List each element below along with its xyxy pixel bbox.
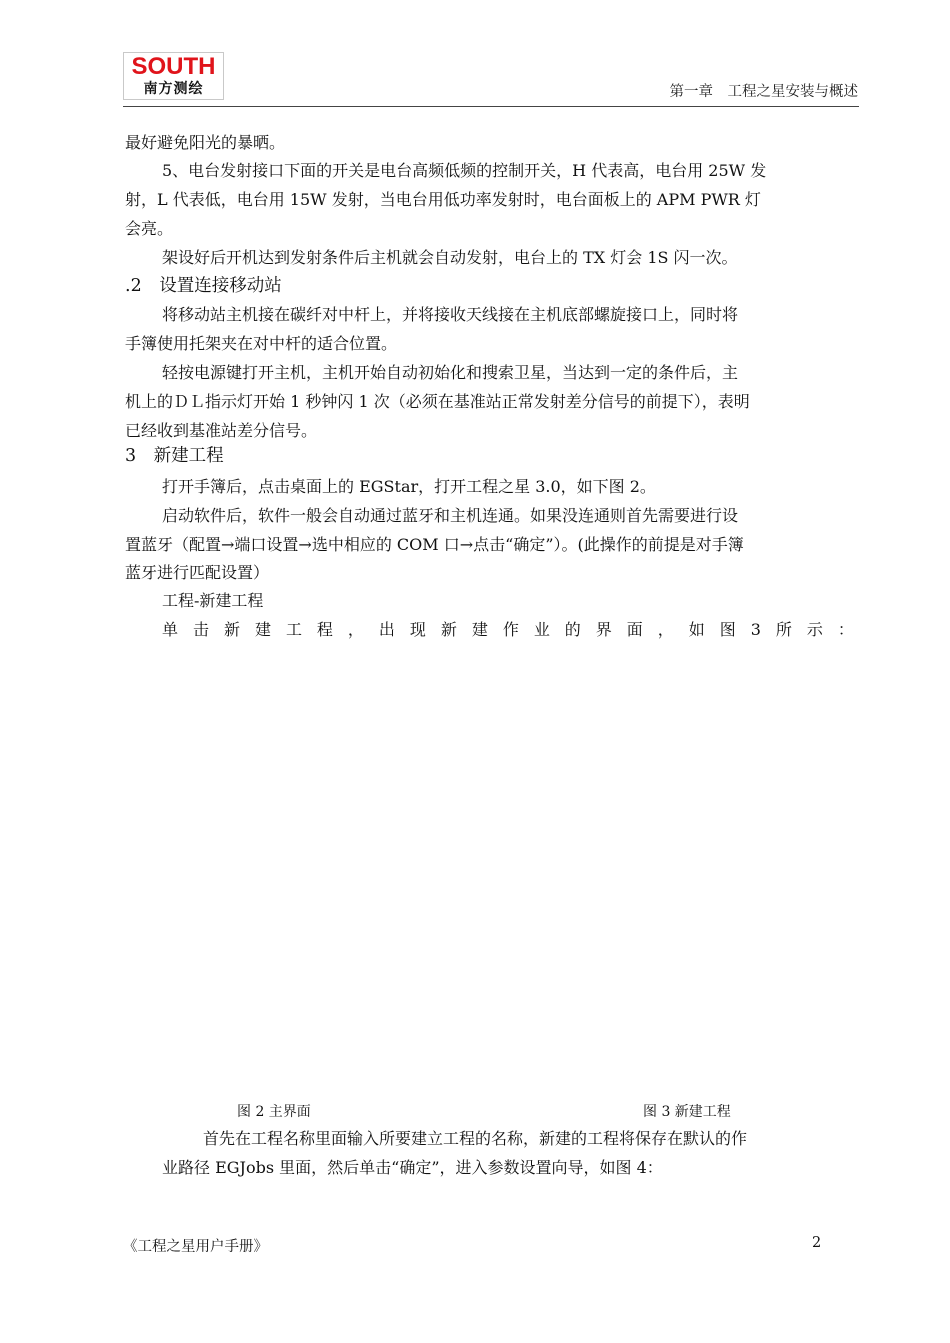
paragraph-line: 手簿使用托架夹在对中杆的适合位置。 [125,334,398,353]
paragraph-line: 轻按电源键打开主机，主机开始自动初始化和搜索卫星，当达到一定的条件后，主 [162,363,739,382]
header-divider [123,106,859,107]
paragraph-line: 射，L 代表低，电台用 15W 发射，当电台用低功率发射时，电台面板上的 APM PWR 灯 [125,190,761,209]
paragraph-line-justified: 单 击 新 建 工 程 ， 出 现 新 建 作 业 的 界 面 ， 如 图 3 所 示 ： [162,620,854,639]
section-heading: 3 新建工程 [125,446,224,466]
logo-subtext: 南方测绘 [143,81,204,97]
south-logo [123,52,224,100]
paragraph-line: 架设好后开机达到发射条件后主机就会自动发射，电台上的 TX 灯会 1S 闪一次。 [162,248,738,267]
paragraph-line: 置蓝牙（配置→端口设置→选中相应的 COM 口→点击“确定”）。(此操作的前提是对手簿 [125,535,744,554]
paragraph-line: 5、电台发射接口下面的开关是电台高频低频的控制开关，H 代表高，电台用 25W 发 [162,161,767,180]
logo-text: SOUTH [131,53,216,80]
paragraph-line: 最好避免阳光的暴晒。 [125,133,286,152]
paragraph-line: 会亮。 [125,219,174,238]
paragraph-line: 机上的ＤＬ指示灯开始 1 秒钟闪 1 次（必须在基准站正常发射差分信号的前提下），表明 [125,392,750,411]
paragraph-line: 工程-新建工程 [162,591,264,610]
paragraph-line: 将移动站主机接在碳纤对中杆上，并将接收天线接在主机底部螺旋接口上，同时将 [162,305,739,324]
figure-caption: 图 3 新建工程 [643,1104,731,1120]
chapter-title: 第一章 工程之星安装与概述 [669,84,858,100]
paragraph-line: 启动软件后，软件一般会自动通过蓝牙和主机连通。如果没连通则首先需要进行设 [162,506,739,525]
footer-manual-title: 《工程之星用户手册》 [123,1239,268,1255]
paragraph-line: 业路径 EGJobs 里面，然后单击“确定”，进入参数设置向导，如图 4： [162,1158,663,1177]
paragraph-line: 打开手簿后，点击桌面上的 EGStar，打开工程之星 3.0，如下图 2。 [162,477,656,496]
paragraph-line: 首先在工程名称里面输入所要建立工程的名称，新建的工程将保存在默认的作 [203,1129,748,1148]
paragraph-line: 已经收到基准站差分信号。 [125,421,318,440]
section-heading: .2 设置连接移动站 [125,276,282,296]
page-number: 2 [812,1235,822,1251]
figure-caption: 图 2 主界面 [237,1104,311,1120]
paragraph-line: 蓝牙进行匹配设置） [125,563,270,582]
